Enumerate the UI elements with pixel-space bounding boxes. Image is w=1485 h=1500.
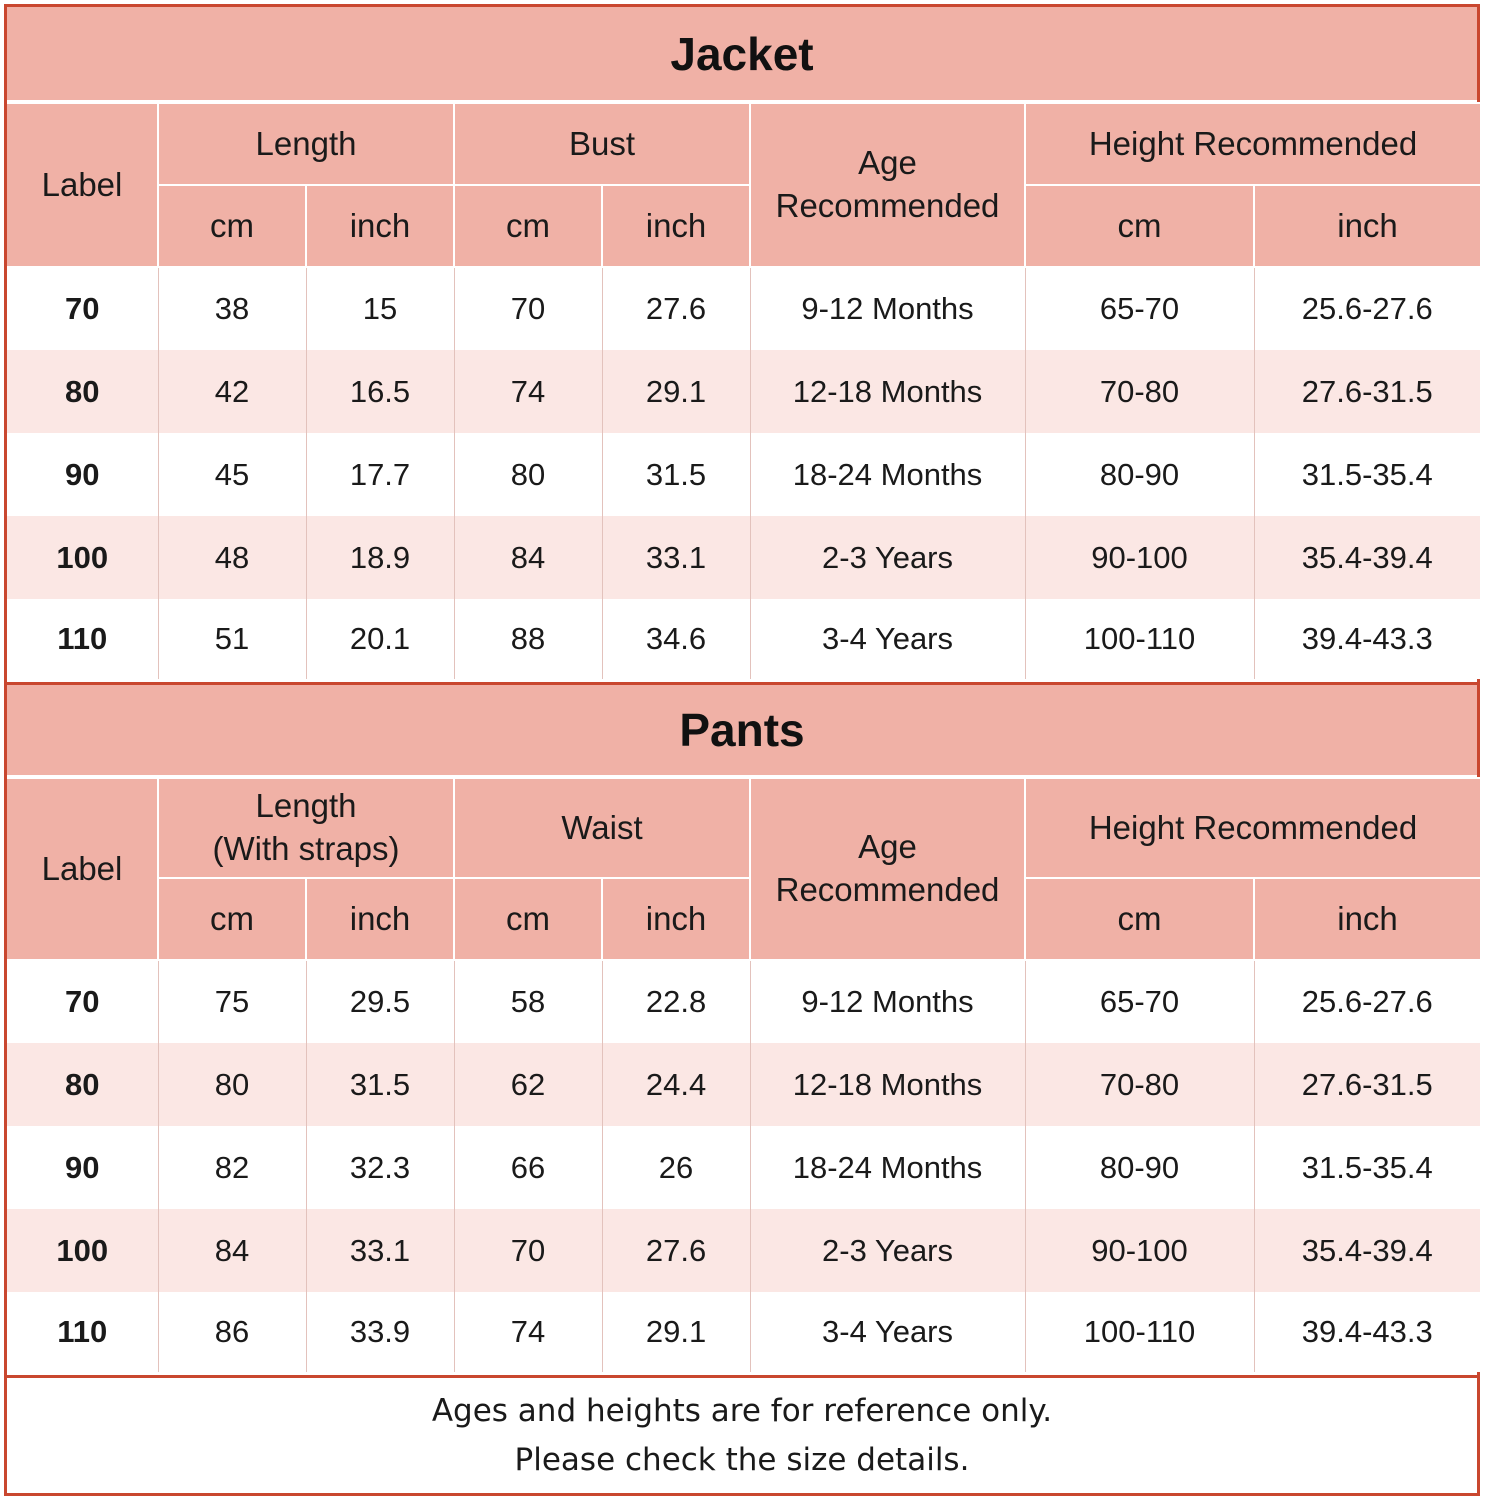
table-row: [7, 960, 1480, 1043]
table-row: [7, 433, 1480, 516]
cell-g1-cm: 75: [158, 960, 306, 1043]
cell-h-in: 31.5-35.4: [1254, 1126, 1480, 1209]
height-cm-header: cm: [1025, 878, 1254, 960]
footer-line-1: Ages and heights are for reference only.: [431, 1393, 1053, 1430]
group2-inch-header: inch: [602, 185, 750, 267]
cell-g2-in: 27.6: [602, 267, 750, 350]
cell-g1-cm: 84: [158, 1209, 306, 1292]
group1-cm-header: cm: [158, 878, 306, 960]
table-row: [7, 599, 1480, 679]
group2-cm-header: cm: [454, 878, 602, 960]
cell-h-cm: 80-90: [1025, 433, 1254, 516]
cell-h-cm: 70-80: [1025, 1043, 1254, 1126]
cell-g2-in: 31.5: [602, 433, 750, 516]
cell-age: 12-18 Months: [750, 1043, 1025, 1126]
cell-g2-in: 29.1: [602, 350, 750, 433]
cell-g1-cm: 42: [158, 350, 306, 433]
group1-inch-header: inch: [306, 185, 454, 267]
cell-label: 110: [7, 1292, 158, 1372]
cell-g2-cm: 74: [454, 350, 602, 433]
cell-g1-cm: 51: [158, 599, 306, 679]
table-row: [7, 516, 1480, 599]
cell-g1-in: 31.5: [306, 1043, 454, 1126]
group1-cm-header: cm: [158, 185, 306, 267]
cell-age: 3-4 Years: [750, 1292, 1025, 1372]
cell-age: 2-3 Years: [750, 516, 1025, 599]
group1-inch-header: inch: [306, 878, 454, 960]
cell-label: 80: [7, 1043, 158, 1126]
cell-h-cm: 90-100: [1025, 516, 1254, 599]
jacket-table: [7, 102, 1480, 679]
cell-g2-cm: 74: [454, 1292, 602, 1372]
cell-label: 90: [7, 1126, 158, 1209]
cell-label: 70: [7, 267, 158, 350]
jacket-title: Jacket: [7, 7, 1477, 102]
cell-g1-in: 18.9: [306, 516, 454, 599]
cell-label: 100: [7, 516, 158, 599]
table-row: [7, 1126, 1480, 1209]
cell-g1-in: 29.5: [306, 960, 454, 1043]
footer-note: [7, 1378, 1477, 1493]
cell-g1-in: 16.5: [306, 350, 454, 433]
height-cm-header: cm: [1025, 185, 1254, 267]
cell-h-cm: 100-110: [1025, 599, 1254, 679]
cell-h-in: 35.4-39.4: [1254, 1209, 1480, 1292]
group2-header: Waist: [454, 778, 750, 878]
cell-h-cm: 90-100: [1025, 1209, 1254, 1292]
size-chart: [4, 4, 1480, 1496]
cell-age: 18-24 Months: [750, 433, 1025, 516]
pants-table: [7, 777, 1480, 1372]
jacket-section: [7, 7, 1477, 682]
cell-h-in: 27.6-31.5: [1254, 350, 1480, 433]
cell-g2-cm: 88: [454, 599, 602, 679]
cell-age: 18-24 Months: [750, 1126, 1025, 1209]
cell-age: 12-18 Months: [750, 350, 1025, 433]
cell-g1-in: 32.3: [306, 1126, 454, 1209]
pants-title: Pants: [7, 685, 1477, 777]
cell-label: 80: [7, 350, 158, 433]
cell-g2-cm: 84: [454, 516, 602, 599]
cell-g1-in: 17.7: [306, 433, 454, 516]
cell-g2-cm: 80: [454, 433, 602, 516]
cell-label: 70: [7, 960, 158, 1043]
table-row: [7, 267, 1480, 350]
label-header: Label: [7, 778, 158, 960]
age-header: Age Recommended: [750, 103, 1025, 267]
cell-h-in: 27.6-31.5: [1254, 1043, 1480, 1126]
cell-h-cm: 100-110: [1025, 1292, 1254, 1372]
cell-h-in: 31.5-35.4: [1254, 433, 1480, 516]
group2-cm-header: cm: [454, 185, 602, 267]
cell-label: 90: [7, 433, 158, 516]
table-row: [7, 1043, 1480, 1126]
cell-g1-in: 33.1: [306, 1209, 454, 1292]
group2-header: Bust: [454, 103, 750, 185]
group1-header: Length: [158, 103, 454, 185]
age-header: Age Recommended: [750, 778, 1025, 960]
cell-g1-in: 20.1: [306, 599, 454, 679]
cell-age: 3-4 Years: [750, 599, 1025, 679]
cell-g2-cm: 70: [454, 1209, 602, 1292]
cell-g2-in: 29.1: [602, 1292, 750, 1372]
table-row: [7, 1209, 1480, 1292]
cell-g1-cm: 86: [158, 1292, 306, 1372]
cell-g2-cm: 66: [454, 1126, 602, 1209]
group2-inch-header: inch: [602, 878, 750, 960]
cell-g2-in: 27.6: [602, 1209, 750, 1292]
cell-g2-in: 33.1: [602, 516, 750, 599]
cell-g1-cm: 45: [158, 433, 306, 516]
height-header: Height Recommended: [1025, 103, 1480, 185]
cell-g1-in: 33.9: [306, 1292, 454, 1372]
height-header: Height Recommended: [1025, 778, 1480, 878]
cell-h-cm: 65-70: [1025, 267, 1254, 350]
pants-section: [7, 685, 1477, 1375]
cell-h-in: 39.4-43.3: [1254, 599, 1480, 679]
cell-g1-cm: 82: [158, 1126, 306, 1209]
cell-h-cm: 65-70: [1025, 960, 1254, 1043]
cell-g2-cm: 70: [454, 267, 602, 350]
cell-age: 9-12 Months: [750, 960, 1025, 1043]
table-row: [7, 350, 1480, 433]
height-inch-header: inch: [1254, 878, 1480, 960]
cell-g1-cm: 80: [158, 1043, 306, 1126]
cell-h-in: 25.6-27.6: [1254, 267, 1480, 350]
cell-h-in: 35.4-39.4: [1254, 516, 1480, 599]
footer-line-2: Please check the size details.: [514, 1441, 970, 1478]
cell-g1-cm: 38: [158, 267, 306, 350]
cell-g2-in: 24.4: [602, 1043, 750, 1126]
cell-age: 2-3 Years: [750, 1209, 1025, 1292]
cell-h-cm: 80-90: [1025, 1126, 1254, 1209]
table-row: [7, 1292, 1480, 1372]
cell-h-cm: 70-80: [1025, 350, 1254, 433]
cell-label: 100: [7, 1209, 158, 1292]
cell-g2-in: 26: [602, 1126, 750, 1209]
group1-header: Length (With straps): [158, 778, 454, 878]
cell-label: 110: [7, 599, 158, 679]
cell-h-in: 39.4-43.3: [1254, 1292, 1480, 1372]
cell-g2-cm: 58: [454, 960, 602, 1043]
label-header: Label: [7, 103, 158, 267]
cell-age: 9-12 Months: [750, 267, 1025, 350]
height-inch-header: inch: [1254, 185, 1480, 267]
cell-g2-in: 34.6: [602, 599, 750, 679]
cell-g1-cm: 48: [158, 516, 306, 599]
cell-g2-in: 22.8: [602, 960, 750, 1043]
cell-g1-in: 15: [306, 267, 454, 350]
cell-h-in: 25.6-27.6: [1254, 960, 1480, 1043]
cell-g2-cm: 62: [454, 1043, 602, 1126]
